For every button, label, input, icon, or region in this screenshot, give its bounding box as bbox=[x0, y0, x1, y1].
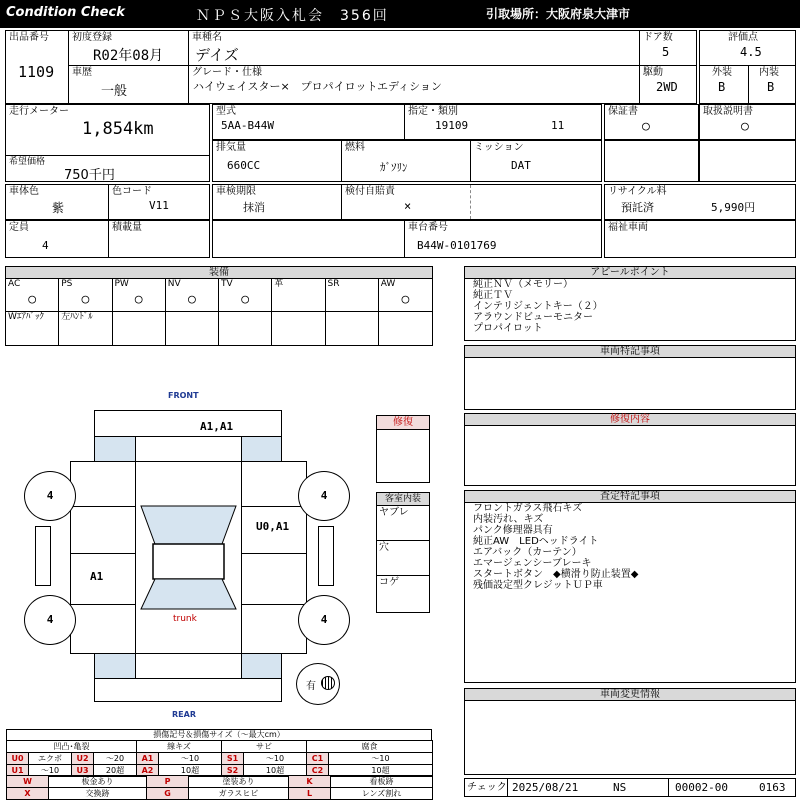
warranty-cell: 保証書 ○ bbox=[604, 104, 699, 140]
rear-right-corner bbox=[241, 653, 282, 679]
equipment-label: PS bbox=[61, 279, 73, 289]
interior-row-burn: コゲ bbox=[379, 577, 399, 588]
equipment-label: TV bbox=[221, 279, 233, 289]
capacity-cell: 定員 4 bbox=[5, 220, 109, 258]
check-date: 2025/08/21 bbox=[512, 781, 579, 794]
legend-desc: ～20 bbox=[94, 753, 137, 765]
list-item: アラウンドビューモニター bbox=[473, 312, 593, 323]
drive: 2WD bbox=[656, 80, 678, 94]
inspection-notes-title: 査定特記事項 bbox=[465, 491, 795, 503]
right-rear-fender bbox=[241, 604, 307, 654]
equipment-cell bbox=[6, 311, 59, 345]
designation-number: 19109 bbox=[435, 119, 469, 132]
exterior-cell: 外装 B bbox=[699, 65, 749, 104]
equipment-cell bbox=[6, 278, 59, 312]
fuel-cell: 燃料 ｶﾞｿﾘﾝ bbox=[341, 140, 471, 182]
cabin-glass bbox=[135, 461, 242, 654]
equipment-value: ○ bbox=[401, 292, 410, 307]
change-info-panel bbox=[464, 688, 796, 775]
desired-price: 750千円 bbox=[64, 168, 115, 183]
legend-group-corrosion: 腐食 bbox=[307, 741, 433, 753]
blank-cell-2 bbox=[699, 140, 796, 182]
tire-front-right: 4 bbox=[298, 471, 350, 521]
tire-rear-left: 4 bbox=[24, 595, 76, 645]
blank-cell-1 bbox=[604, 140, 699, 182]
list-item: 純正ＴＶ bbox=[473, 290, 513, 301]
list-item: スタートボタン ◆横滑り防止装置◆ bbox=[473, 569, 639, 580]
legend-code: A1 bbox=[137, 753, 159, 765]
interior-row-hole: 穴 bbox=[377, 541, 429, 576]
lot-number-cell: 出品番号 1109 bbox=[5, 30, 69, 104]
check-row bbox=[464, 778, 796, 797]
displacement: 660CC bbox=[227, 159, 261, 172]
spare-tire-icon bbox=[321, 676, 335, 690]
tire-rear-right: 4 bbox=[298, 595, 350, 645]
score: 4.5 bbox=[740, 45, 762, 59]
legend-group-rust: サビ bbox=[222, 741, 307, 753]
equipment-cell bbox=[272, 311, 325, 345]
rear-label: REAR bbox=[172, 710, 196, 719]
list-item: 純正AW LEDヘッドライト bbox=[473, 536, 599, 547]
equipment-value: ○ bbox=[134, 292, 143, 307]
sheet-title: Condition Check bbox=[6, 5, 125, 20]
designation-cell: 指定・類別 19109 11 bbox=[404, 104, 602, 140]
inspection-notes-list bbox=[473, 503, 638, 591]
damage-legend-title: 損傷記号＆損傷サイズ（～最大cm） bbox=[153, 730, 285, 739]
equipment-label: SR bbox=[327, 279, 340, 289]
legend-code: G bbox=[147, 788, 189, 800]
chassis-cell: 車台番号 B44W-0101769 bbox=[404, 220, 602, 258]
legend-code: U1 bbox=[7, 765, 29, 777]
legend-code: A2 bbox=[137, 765, 159, 777]
grade-cell: グレード・仕様 ハイウェイスター× プロパイロットエディション bbox=[188, 65, 640, 104]
mission-cell: ミッション DAT bbox=[470, 140, 602, 182]
spare-tire bbox=[296, 663, 340, 705]
equipment-label: AC bbox=[8, 279, 21, 289]
legend-desc: ～10 bbox=[29, 765, 72, 777]
appeal-points-panel bbox=[464, 266, 796, 341]
manual-cell: 取扱説明書 ○ bbox=[699, 104, 796, 140]
equipment-title: 装備 bbox=[6, 267, 432, 279]
mission: DAT bbox=[511, 159, 531, 172]
front-right-corner bbox=[241, 436, 282, 462]
score-cell: 評価点 4.5 bbox=[699, 30, 796, 66]
vehicle-notes-panel bbox=[464, 345, 796, 410]
equipment-cell bbox=[379, 278, 432, 312]
load-cell: 積載量 bbox=[108, 220, 210, 258]
legend-desc: ～10 bbox=[159, 753, 222, 765]
document-number: 0163 bbox=[759, 781, 786, 794]
appeal-points-list bbox=[473, 279, 603, 334]
exterior-grade: B bbox=[718, 80, 726, 94]
welfare-cell: 福祉車両 bbox=[604, 220, 796, 258]
legend-code: U0 bbox=[7, 753, 29, 765]
equipment-label: PW bbox=[114, 279, 129, 289]
legend-desc: ～10 bbox=[244, 753, 307, 765]
equipment-cell bbox=[379, 311, 432, 345]
rear-bumper bbox=[94, 678, 282, 702]
capacity: 4 bbox=[42, 239, 49, 252]
legend-code: P bbox=[147, 776, 189, 788]
legend-desc: 看板跡 bbox=[331, 776, 433, 788]
equipment-cell bbox=[219, 311, 272, 345]
equipment-label: 革 bbox=[274, 279, 284, 289]
legend-desc: ～10 bbox=[329, 753, 433, 765]
body-color: 紫 bbox=[52, 201, 65, 215]
legend-code: K bbox=[289, 776, 331, 788]
legend-group-scratch: 線キズ bbox=[137, 741, 222, 753]
list-item: 残価設定型クレジットＵＰ車 bbox=[473, 580, 603, 591]
color-cell: 車体色 紫 bbox=[5, 184, 109, 220]
trunk-lid bbox=[135, 653, 242, 679]
manual: ○ bbox=[741, 119, 749, 134]
hood-panel bbox=[135, 436, 242, 462]
front-left-corner bbox=[94, 436, 136, 462]
right-mirror bbox=[318, 526, 334, 586]
list-item: 純正ＮＶ（メモリー） bbox=[473, 279, 573, 290]
list-item: フロントガラス飛石キズ bbox=[473, 503, 583, 514]
recycle-fee: 5,990円 bbox=[711, 201, 756, 214]
legend-code: W bbox=[7, 776, 49, 788]
history: 一般 bbox=[101, 84, 128, 99]
legend-desc: エクボ bbox=[29, 753, 72, 765]
legend-code: S1 bbox=[222, 753, 244, 765]
equipment-cell bbox=[113, 278, 166, 312]
spare-tire-status: 有 bbox=[306, 681, 316, 692]
equipment-label: Wｴｱﾊﾞｯｸ bbox=[8, 312, 44, 322]
inspection-notes-panel bbox=[464, 490, 796, 683]
inspection-expiry: 抹消 bbox=[243, 201, 265, 214]
damage-legend-table bbox=[6, 740, 433, 777]
equipment-cell bbox=[326, 311, 379, 345]
list-item: インテリジェントキー（２） bbox=[473, 301, 603, 312]
tire-front-left: 4 bbox=[24, 471, 76, 521]
legend-code: X bbox=[7, 788, 49, 800]
grade: ハイウェイスター× プロパイロットエディション bbox=[193, 80, 442, 93]
first-registration: R02年08月 bbox=[93, 48, 164, 64]
first-registration-cell: 初度登録 R02年08月 bbox=[68, 30, 189, 66]
legend-desc: ガラスヒビ bbox=[189, 788, 289, 800]
repair-content-title: 修復内容 bbox=[465, 414, 795, 426]
interior-cell: 内装 B bbox=[748, 65, 796, 104]
legend-code: C1 bbox=[307, 753, 329, 765]
warranty: ○ bbox=[642, 119, 650, 134]
right-side-damage-mark: U0,A1 bbox=[256, 520, 290, 533]
repair-content-panel bbox=[464, 413, 796, 486]
equipment-cell bbox=[326, 278, 379, 312]
doors-cell: ドア数 5 bbox=[639, 30, 697, 66]
equipment-label: AW bbox=[380, 279, 396, 289]
right-front-fender bbox=[241, 461, 307, 507]
left-front-fender bbox=[70, 461, 136, 507]
left-rear-fender bbox=[70, 604, 136, 654]
color-code: V11 bbox=[149, 199, 169, 212]
displacement-cell: 排気量 660CC bbox=[212, 140, 342, 182]
left-mirror bbox=[35, 526, 51, 586]
legend-desc: レンズ割れ bbox=[331, 788, 433, 800]
list-item: パンク修理器具有 bbox=[473, 525, 553, 536]
equipment-label: 左ﾊﾝﾄﾞﾙ bbox=[61, 312, 93, 322]
left-side-damage-mark: A1 bbox=[90, 570, 104, 583]
doors: 5 bbox=[662, 45, 670, 59]
right-rear-door bbox=[241, 553, 307, 605]
legend-desc: 10超 bbox=[159, 765, 222, 777]
equipment-cell bbox=[166, 278, 219, 312]
drive-cell: 駆動 2WD bbox=[639, 65, 697, 104]
damage-legend-bottom-table bbox=[6, 775, 433, 800]
legend-code: U2 bbox=[72, 753, 94, 765]
vehicle-notes-title: 車両特記事項 bbox=[465, 346, 795, 358]
legend-group-dent: 凹凸･亀裂 bbox=[7, 741, 137, 753]
front-label: FRONT bbox=[168, 391, 199, 400]
equipment-value: ○ bbox=[241, 292, 250, 307]
header-bar bbox=[0, 0, 800, 28]
recycle-status: 預託済 bbox=[621, 201, 654, 214]
equipment-value: ○ bbox=[28, 292, 37, 307]
repair-box: 修復 bbox=[376, 415, 430, 483]
equipment-cell bbox=[59, 311, 112, 345]
car-name: デイズ bbox=[195, 46, 239, 64]
inspector: NS bbox=[613, 781, 627, 794]
appeal-points-title: アピールポイント bbox=[465, 267, 795, 279]
legend-desc: 10超 bbox=[244, 765, 307, 777]
legend-desc: 10超 bbox=[329, 765, 433, 777]
list-item: プロパイロット bbox=[473, 323, 543, 334]
auction-title: ＮＰＳ大阪入札会 356回 bbox=[196, 8, 389, 24]
model: 5AA-B44W bbox=[221, 119, 274, 132]
change-info-title: 車両変更情報 bbox=[465, 689, 795, 701]
legend-code: L bbox=[289, 788, 331, 800]
interior-grade: B bbox=[767, 80, 775, 94]
check-label: チェック bbox=[467, 782, 507, 793]
bonnet-damage-mark: A1,A1 bbox=[200, 420, 234, 433]
list-item: エアバック（カーテン） bbox=[473, 547, 582, 558]
desired-price-cell: 希望価格 750千円 bbox=[5, 155, 210, 182]
equipment-cell bbox=[113, 311, 166, 345]
chassis-number: B44W-0101769 bbox=[417, 239, 497, 252]
front-bumper bbox=[94, 410, 282, 437]
pickup-location: 引取場所：大阪府泉大津市 bbox=[486, 7, 631, 21]
list-item: エマージェンシーブレーキ bbox=[473, 558, 592, 569]
lot-number: 1109 bbox=[18, 63, 55, 81]
legend-desc: 20超 bbox=[94, 765, 137, 777]
legend-code: S2 bbox=[222, 765, 244, 777]
legend-desc: 板金あり bbox=[49, 776, 147, 788]
rear-left-corner bbox=[94, 653, 136, 679]
car-diagram bbox=[0, 380, 440, 725]
auto-liability-cell: 検付自賠責 × bbox=[341, 184, 602, 220]
mileage-cell: 走行メーター 1,854km bbox=[5, 104, 210, 156]
interior-condition-title: 客室内装 bbox=[377, 493, 429, 506]
recycle-cell: リサイクル料 預託済 5,990円 bbox=[604, 184, 796, 220]
interior-row-tear: ヤブレ bbox=[377, 506, 429, 541]
equipment-table bbox=[5, 266, 433, 346]
equipment-cell bbox=[272, 278, 325, 312]
color-code-cell: 色コード V11 bbox=[108, 184, 210, 220]
left-front-door bbox=[70, 506, 136, 554]
equipment-cell bbox=[166, 311, 219, 345]
legend-desc: 交換跡 bbox=[49, 788, 147, 800]
classification-number: 11 bbox=[551, 119, 565, 132]
equipment-value: ○ bbox=[187, 292, 196, 307]
interior-condition-box bbox=[376, 492, 430, 613]
equipment-cell bbox=[59, 278, 112, 312]
model-cell: 型式 5AA-B44W bbox=[212, 104, 405, 140]
equipment-value: ○ bbox=[81, 292, 90, 307]
damage-legend-title-bar bbox=[6, 729, 432, 740]
trunk-label: trunk bbox=[173, 614, 197, 624]
blank-cell-3 bbox=[212, 220, 405, 258]
legend-code: U3 bbox=[72, 765, 94, 777]
legend-desc: 塗装あり bbox=[189, 776, 289, 788]
fuel: ｶﾞｿﾘﾝ bbox=[380, 161, 408, 174]
auto-liability: × bbox=[404, 199, 412, 213]
equipment-cell bbox=[219, 278, 272, 312]
equipment-label: NV bbox=[167, 279, 181, 289]
document-code: 00002-00 bbox=[675, 781, 728, 794]
list-item: 内装汚れ、キズ bbox=[473, 514, 544, 525]
mileage: 1,854km bbox=[82, 119, 154, 139]
legend-code: C2 bbox=[307, 765, 329, 777]
history-cell: 車歴 一般 bbox=[68, 65, 189, 104]
inspection-cell: 車検期限 抹消 bbox=[212, 184, 342, 220]
car-name-cell: 車種名 デイズ bbox=[188, 30, 640, 66]
